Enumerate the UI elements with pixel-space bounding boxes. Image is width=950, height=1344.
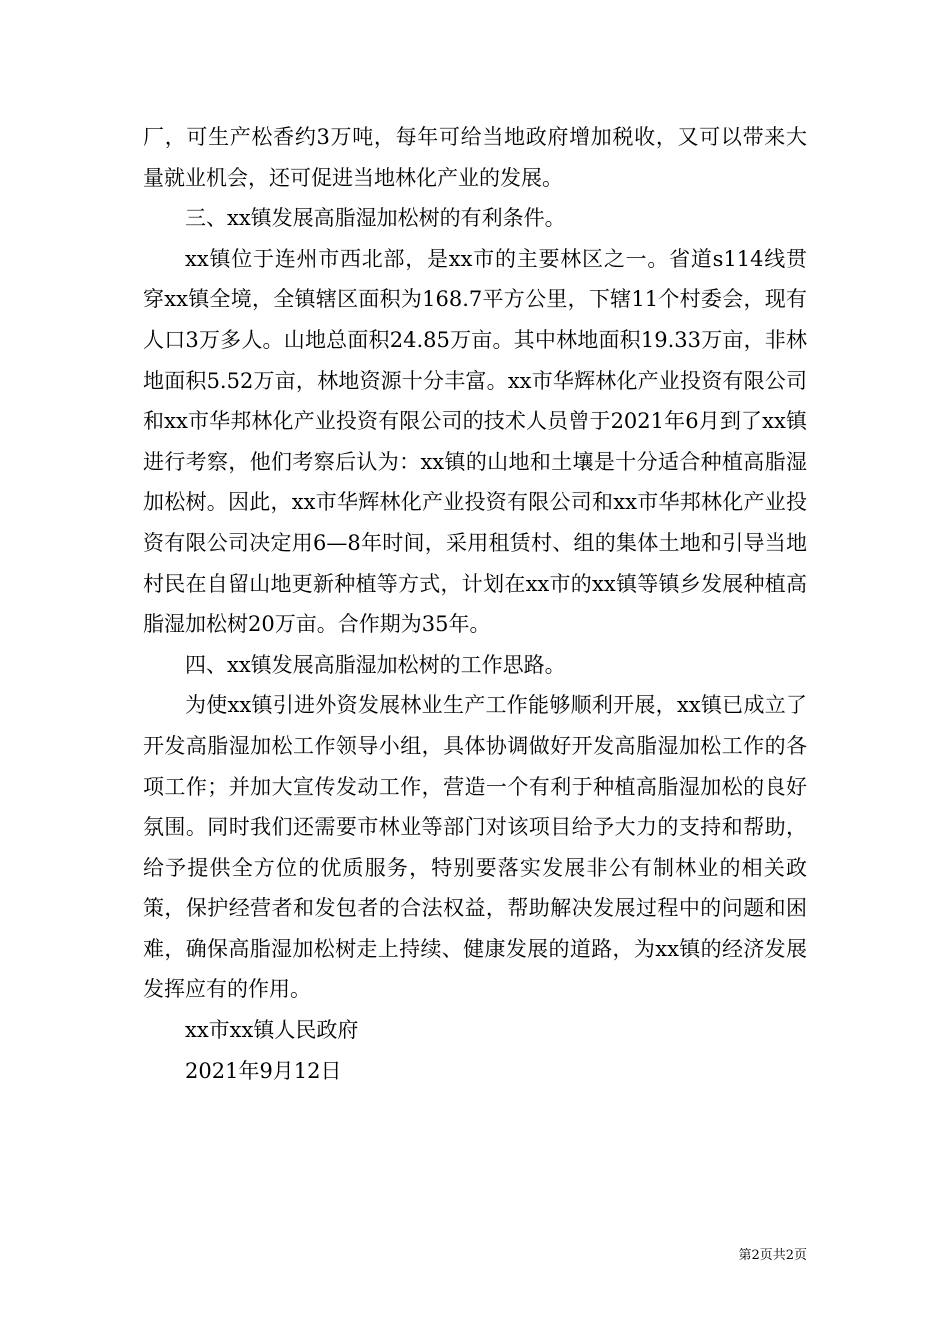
section-heading-3: 三、xx镇发展高脂湿加松树的有利条件。 (185, 206, 566, 231)
page-number: 第2页共2页 (738, 1248, 807, 1263)
signature-line: xx市xx镇人民政府 (185, 1018, 359, 1043)
paragraph-conditions: xx镇位于连州市西北部，是xx市的主要林区之一。省道s114线贯穿xx镇全境，全镇辖区面积为168.7平方公里，下辖11个村委会，现有人口3万多人。山地总面积24.85万亩。其中林地面积19.33万亩，非林地面积5.52万亩，林地资源十分丰富。xx市华辉林化产业投资有限公司和xx市华邦林化产业投资有限公司的技术人员曾于2021年6月到了xx镇进行考察，他们考察后认为：xx镇的山地和土壤是十分适合种植高脂湿加松树。因此，xx市华辉林化产业投资有限公司和xx市华邦林化产业投资有限公司决定用6—8年时间，采用租赁村、组的集体土地和引导当地村民在自留山地更新种植等方式，计划在xx市的xx镇等镇乡发展种植高脂湿加松树20万亩。合作期为35年。 (143, 246, 807, 637)
paragraph-approach: 为使xx镇引进外资发展林业生产工作能够顺利开展，xx镇已成立了开发高脂湿加松工作领导小组，具体协调做好开发高脂湿加松工作的各项工作；并加大宣传发动工作，营造一个有利于种植高脂湿加松的良好氛围。同时我们还需要市林业等部门对该项目给予大力的支持和帮助，给予提供全方位的优质服务，特别要落实发展非公有制林业的相关政策，保护经营者和发包者的合法权益，帮助解决发展过程中的问题和困难，确保高脂湿加松树走上持续、健康发展的道路，为xx镇的经济发展发挥应有的作用。 (143, 693, 807, 1002)
section-heading-4: 四、xx镇发展高脂湿加松树的工作思路。 (185, 652, 566, 677)
paragraph-continuation: 厂，可生产松香约3万吨，每年可给当地政府增加税收，又可以带来大量就业机会，还可促进当地林化产业的发展。 (143, 125, 807, 190)
document-body (143, 117, 807, 1091)
date-line: 2021年9月12日 (185, 1058, 342, 1083)
